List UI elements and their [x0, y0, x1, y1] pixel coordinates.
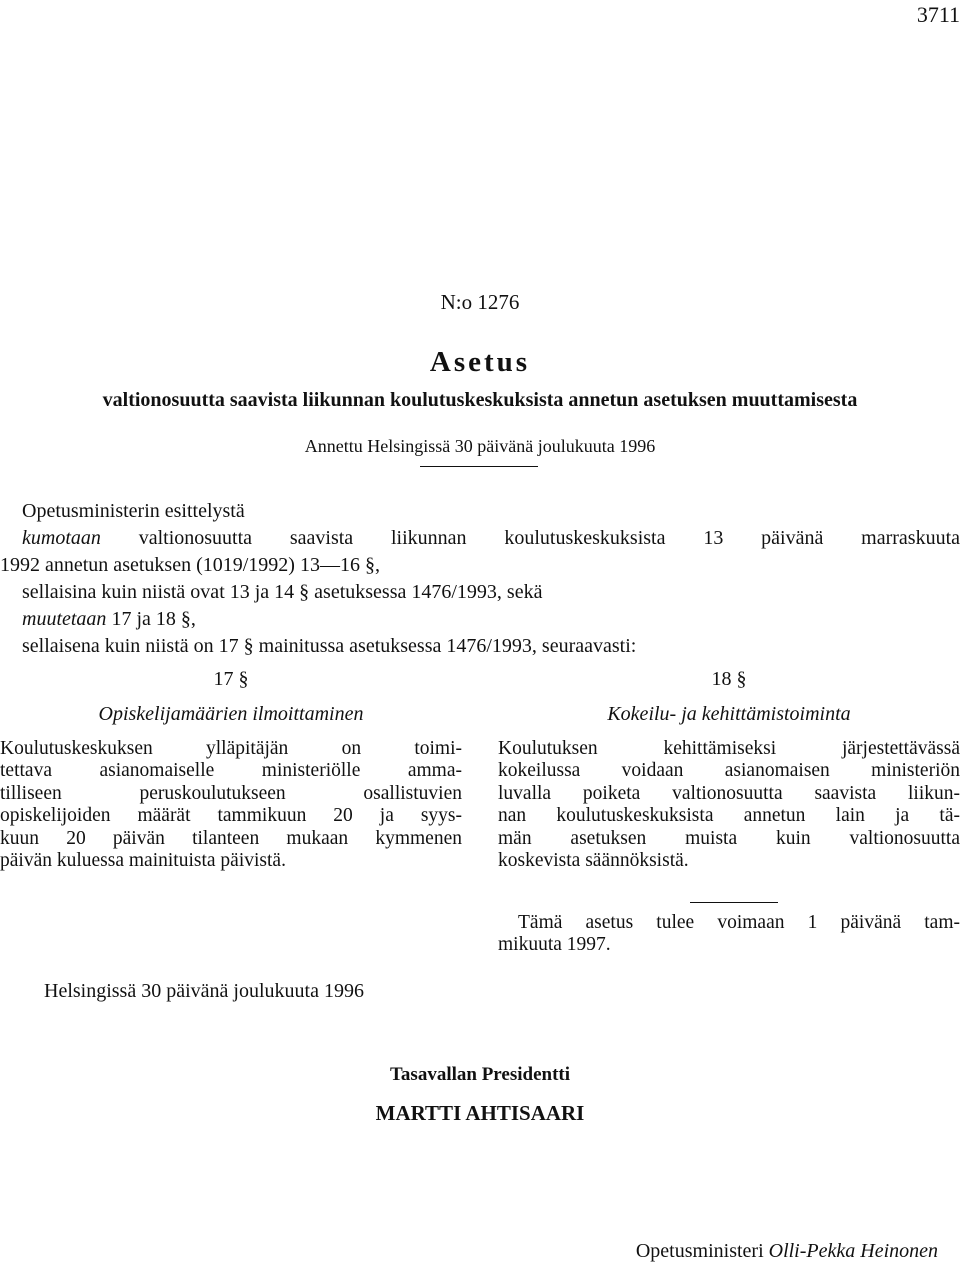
text-line: kokeilussa voidaan asianomaisen ministeriön: [498, 760, 960, 782]
text-line: nan koulutuskeskuksista annetun lain ja tä-: [498, 805, 960, 827]
document-title: valtionosuutta saavista liikunnan koulutuskeskuksista annetun asetuksen muuttamisesta: [102, 389, 858, 411]
section-17-heading: [0, 703, 462, 726]
section-18-text: [498, 738, 960, 872]
section-17-text: [0, 738, 462, 872]
repeal-line: [22, 525, 960, 552]
amend-line: [22, 606, 196, 633]
text-line: Koulutuskeskuksen ylläpitäjän on toimi-: [0, 738, 462, 759]
countersignature: [636, 1240, 938, 1263]
document-type: Asetus: [429, 346, 531, 378]
entry-into-force: [498, 912, 960, 957]
text-line: tilliseen peruskoulutukseen osallistuvien: [0, 782, 462, 804]
amend-text: 17 ja 18 §,: [111, 608, 196, 630]
title-divider: [420, 466, 538, 467]
text-line: luvalla poiketa valtionosuutta saavista liikun-: [498, 782, 960, 804]
section-18-heading-text: Kokeilu- ja kehittämistoiminta: [607, 703, 851, 725]
amend-line-2: sellaisena kuin niistä on 17 § mainitussa asetuksessa 1476/1993, seuraavasti:: [22, 635, 637, 657]
text-line: päivän kuluessa mainituista päivistä.: [0, 849, 286, 871]
page-number: 3711: [916, 2, 960, 27]
repeal-text: valtionosuutta saavista liikunnan koulutuskeskuksista 13 päivänä marraskuuta: [138, 527, 960, 549]
text-line: Koulutuksen kehittämiseksi järjestettävässä: [498, 738, 960, 759]
repeal-line-2: 1992 annetun asetuksen (1019/1992) 13—16 §,: [0, 554, 380, 576]
section-17-heading-text: Opiskelijamäärien ilmoittaminen: [98, 703, 364, 725]
repeal-keyword: kumotaan: [22, 527, 101, 549]
section-17-number: 17 §: [213, 668, 249, 690]
presenter-line: Opetusministerin esittelystä: [22, 500, 245, 522]
text-line: tettava asianomaiselle ministeriölle amma-: [0, 760, 462, 782]
text-line: opiskelijoiden määrät tammikuun 20 ja syys-: [0, 805, 462, 827]
text-line: mikuuta 1997.: [498, 934, 611, 956]
statute-number: N:o 1276: [440, 290, 520, 314]
preamble: [0, 498, 960, 658]
text-line: kuun 20 päivän tilanteen mukaan kymmenen: [0, 827, 462, 849]
text-line: Tämä asetus tulee voimaan 1 päivänä tam-: [518, 912, 960, 933]
minister-role: Opetusministeri: [635, 1240, 764, 1262]
text-line: koskevista säännöksistä.: [498, 849, 689, 871]
place-date: Helsingissä 30 päivänä joulukuuta 1996: [44, 980, 364, 1002]
president-title: Tasavallan Presidentti: [390, 1064, 570, 1085]
section-divider: [690, 902, 778, 903]
text-line: män asetuksen muista kuin valtionosuutta: [498, 827, 960, 849]
president-name: MARTTI AHTISAARI: [375, 1101, 585, 1125]
section-18-heading: [498, 703, 960, 726]
minister-name: Olli-Pekka Heinonen: [768, 1240, 938, 1262]
given-date: Annettu Helsingissä 30 päivänä joulukuuta 1996: [304, 436, 656, 456]
repeal-line-3: sellaisina kuin niistä ovat 13 ja 14 § asetuksessa 1476/1993, sekä: [22, 581, 543, 603]
amend-keyword: muutetaan: [22, 608, 107, 630]
section-18-number: 18 §: [711, 668, 747, 690]
